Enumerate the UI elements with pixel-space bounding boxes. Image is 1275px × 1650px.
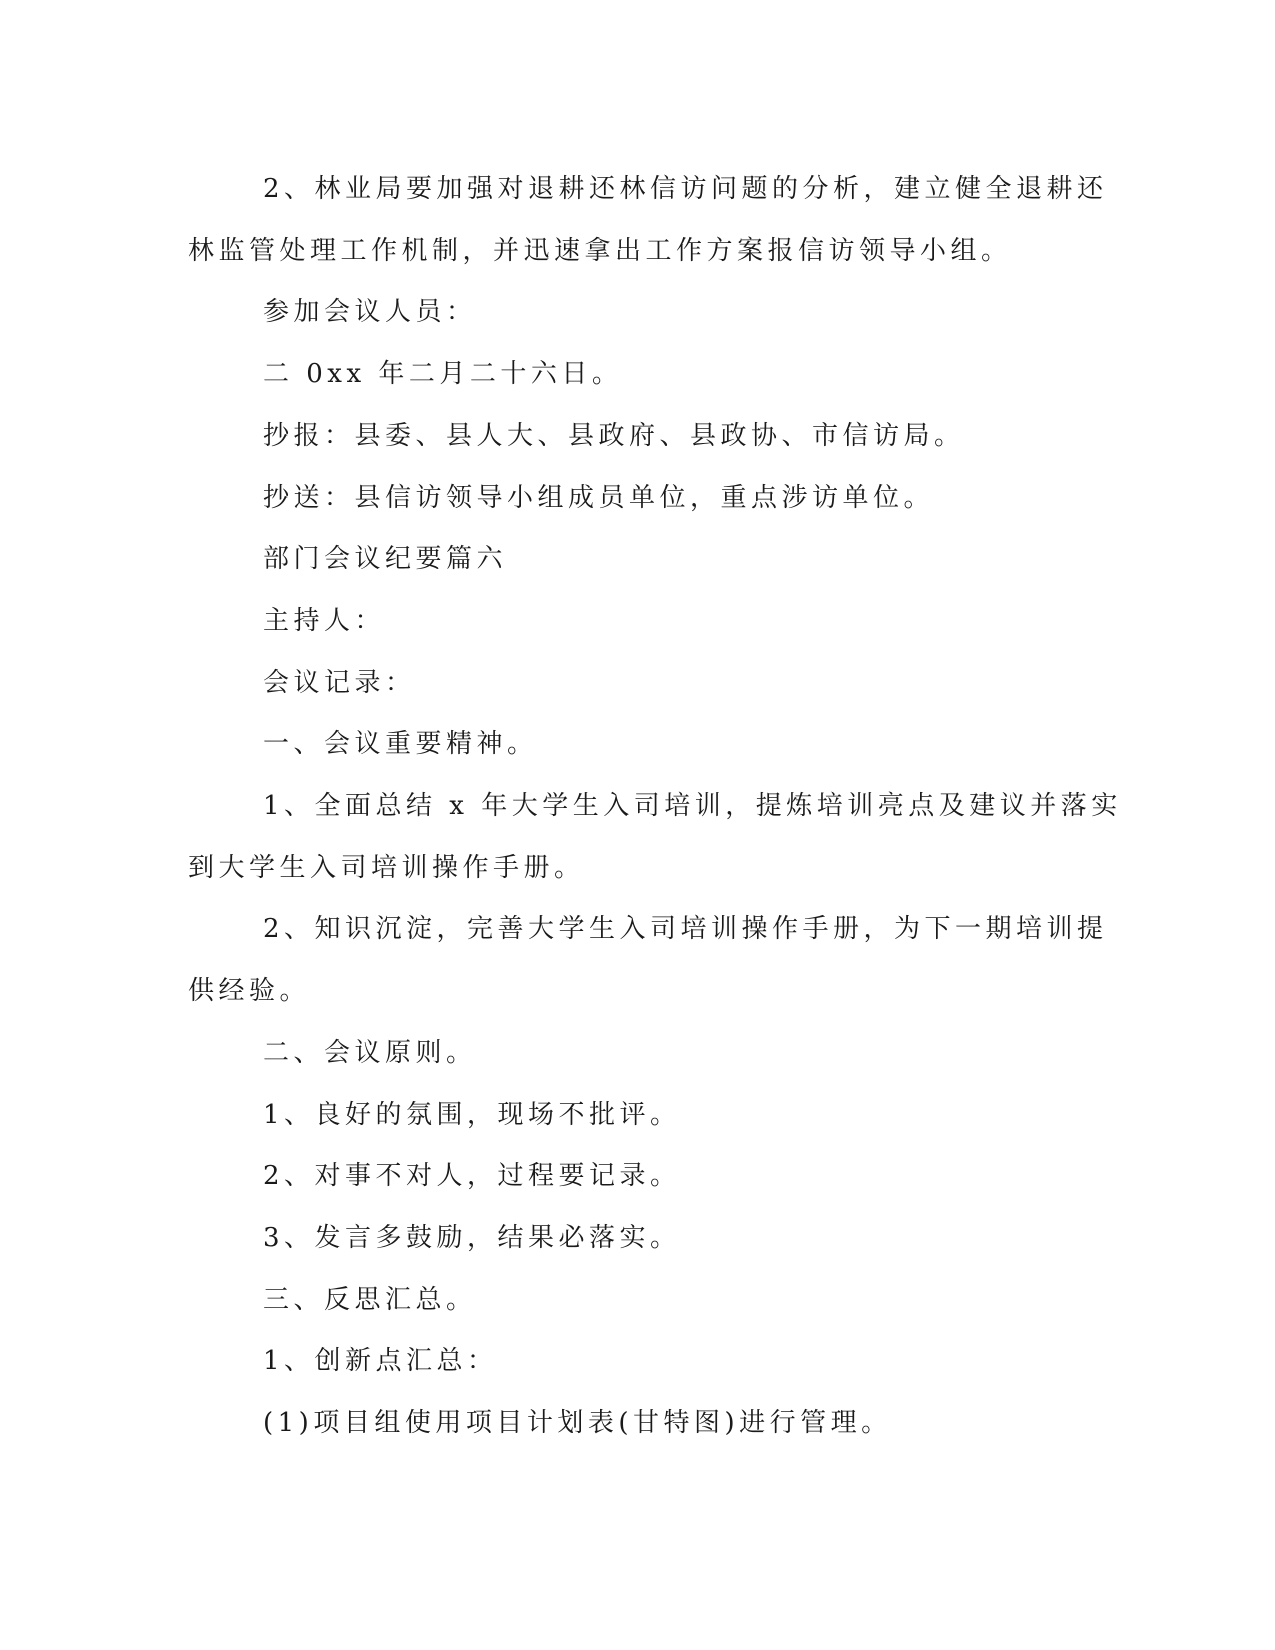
innovation-summary: 1、创新点汇总： — [263, 1346, 498, 1377]
meeting-date: 二 0xx 年二月二十六日。 — [263, 359, 623, 390]
document-body — [188, 159, 1122, 1455]
copy-send-line: 抄送：县信访领导小组成员单位，重点涉访单位。 — [263, 482, 935, 513]
innovation-item-1: (1)项目组使用项目计划表(甘特图)进行管理。 — [263, 1408, 892, 1439]
heading-one: 一、会议重要精神。 — [263, 729, 538, 760]
paragraph-item-2-line-1: 2、林业局要加强对退耕还林信访问题的分析，建立健全退耕还 — [263, 174, 1108, 204]
principle-three: 3、发言多鼓励，结果必落实。 — [263, 1222, 681, 1253]
heading-two: 二、会议原则。 — [263, 1037, 477, 1068]
item-one-line-2: 到大学生入司培训操作手册。 — [188, 852, 585, 883]
host-label: 主持人： — [263, 605, 386, 636]
section-heading: 部门会议纪要篇六 — [263, 544, 508, 575]
item-two-line-2: 供经验。 — [188, 976, 311, 1007]
item-two-line-1: 2、知识沉淀，完善大学生入司培训操作手册，为下一期培训提 — [263, 914, 1108, 945]
principle-one: 1、良好的氛围，现场不批评。 — [263, 1099, 681, 1130]
minutes-label: 会议记录： — [263, 667, 416, 698]
heading-three: 三、反思汇总。 — [263, 1284, 477, 1315]
attendees-label: 参加会议人员： — [263, 297, 477, 328]
paragraph-item-2-line-2: 林监管处理工作机制，并迅速拿出工作方案报信访领导小组。 — [188, 235, 1012, 266]
item-one-line-1: 1、全面总结 x 年大学生入司培训，提炼培训亮点及建议并落实 — [263, 791, 1122, 822]
copy-report-line: 抄报：县委、县人大、县政府、县政协、市信访局。 — [263, 420, 965, 451]
principle-two: 2、对事不对人，过程要记录。 — [263, 1161, 681, 1192]
